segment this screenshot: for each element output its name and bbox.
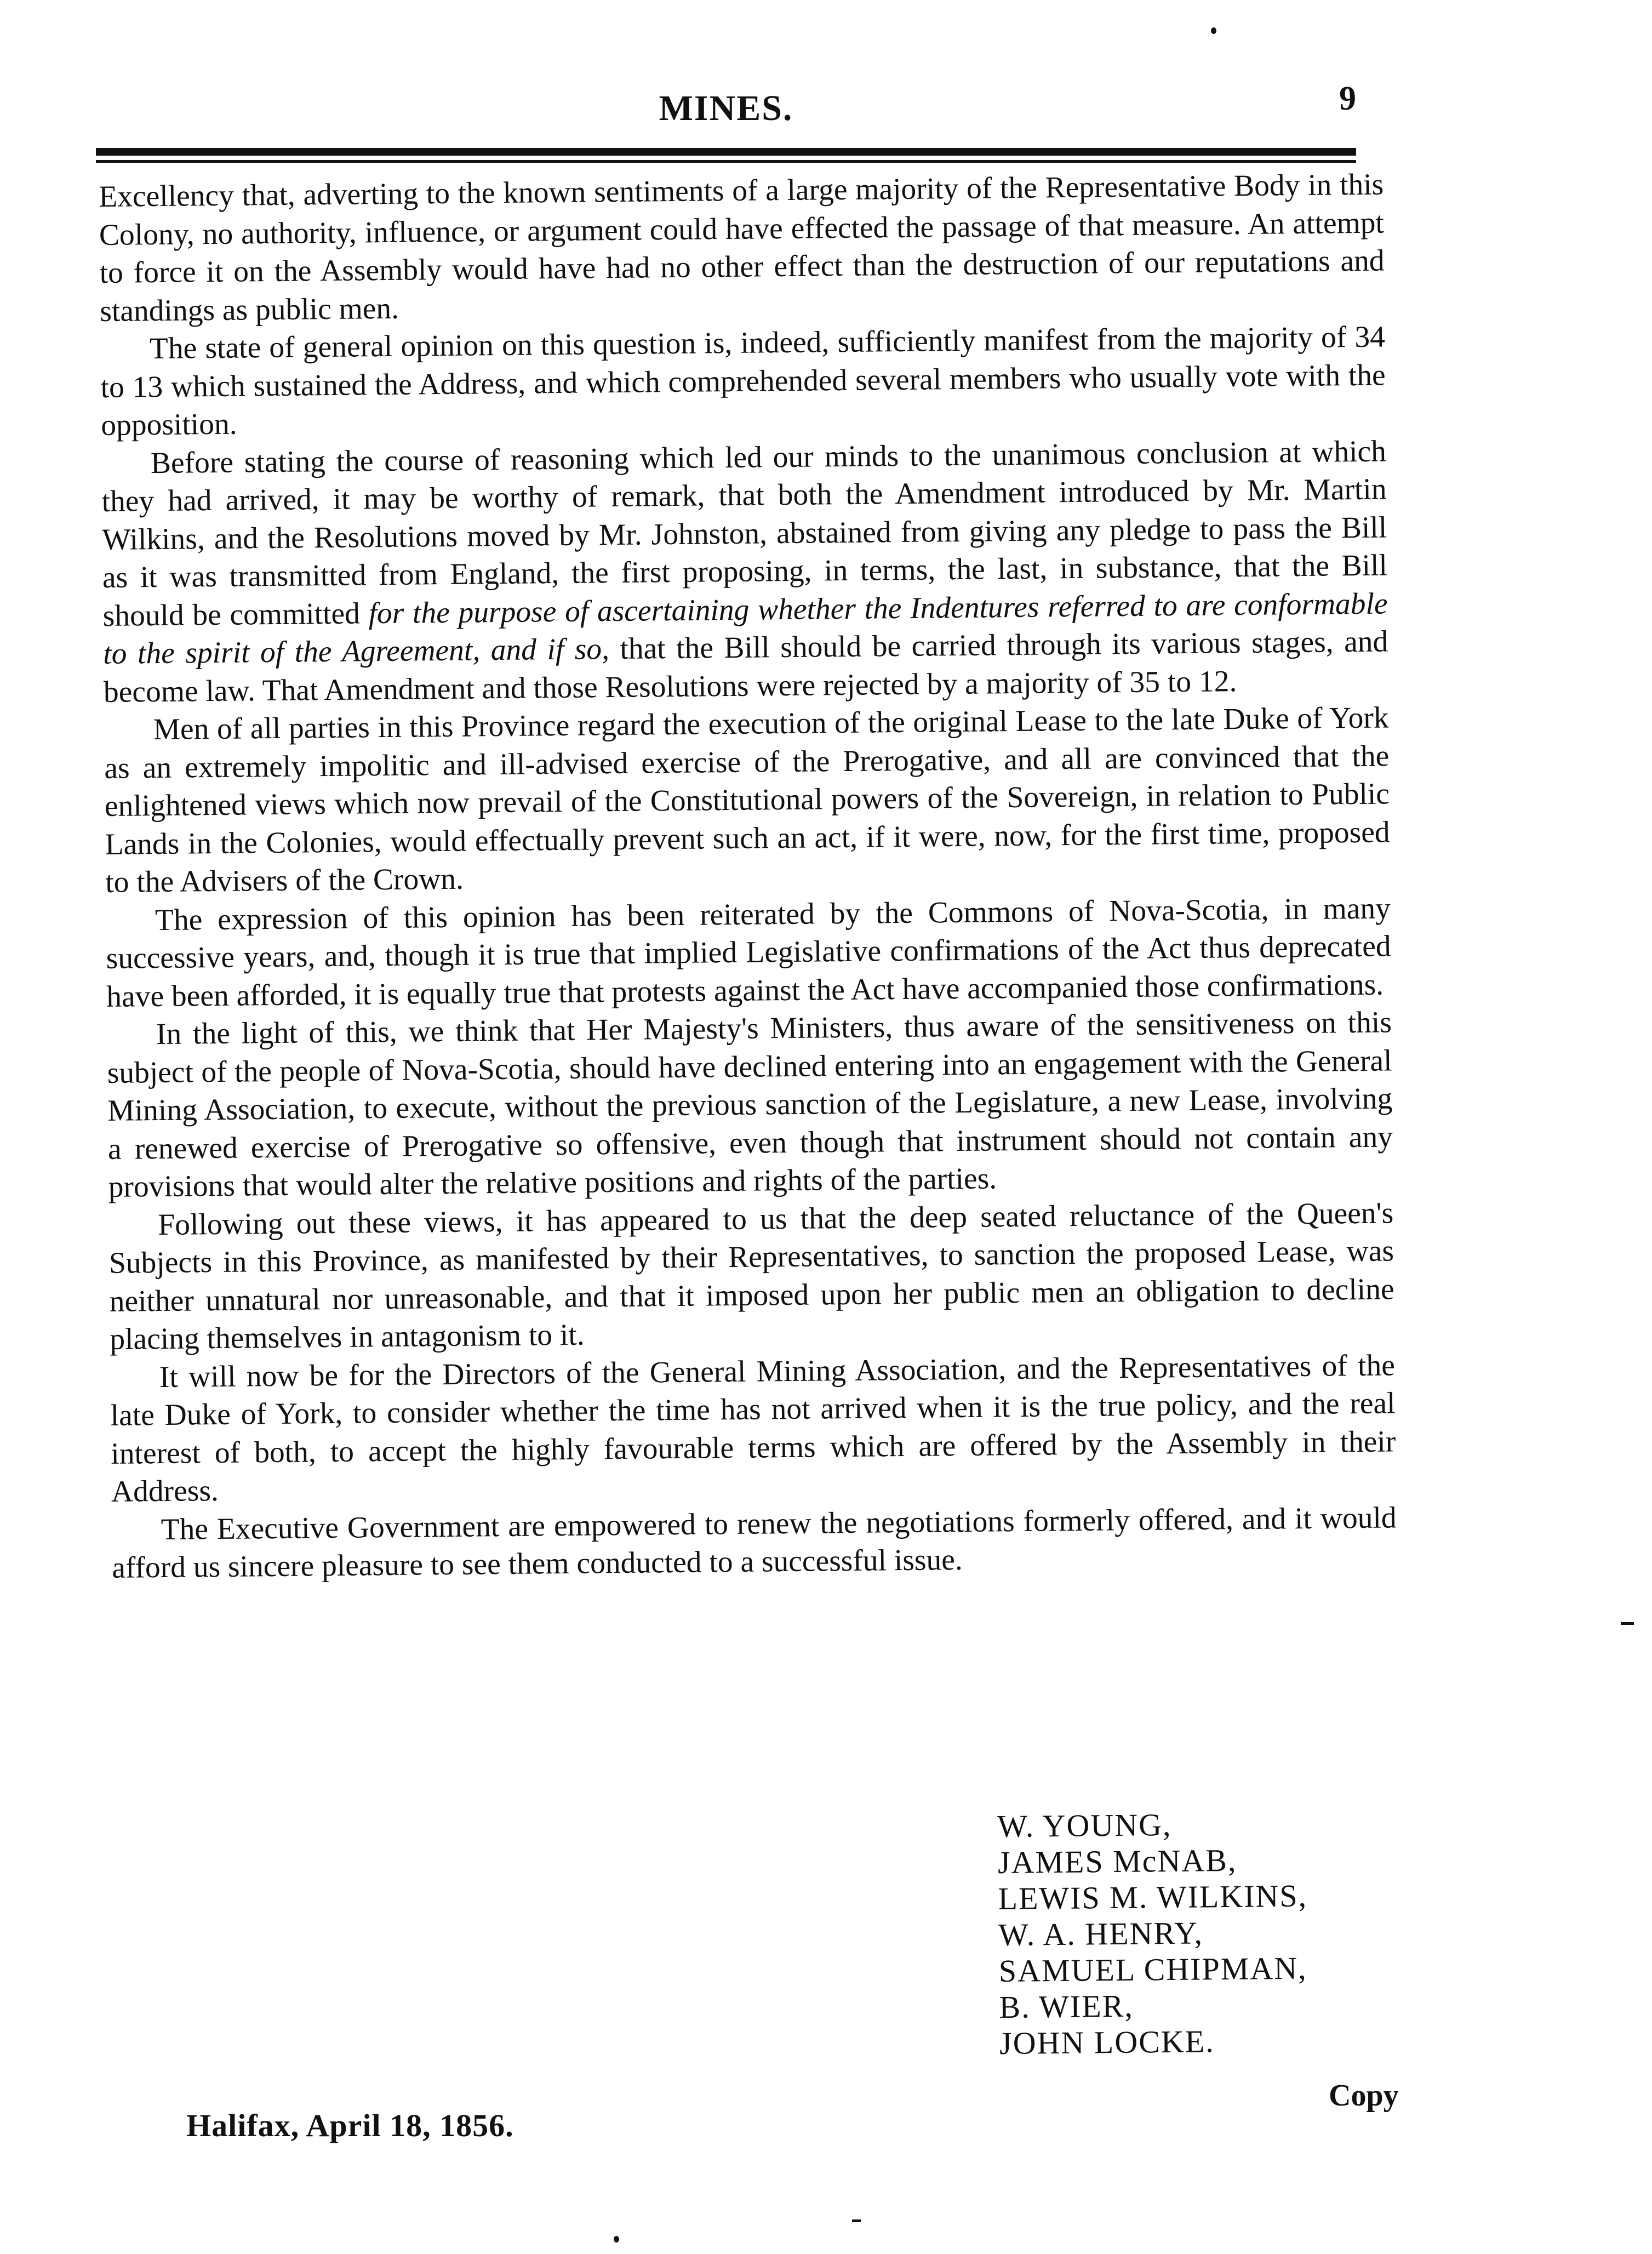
paragraph-1: Excellency that, adverting to the known sentiments of a large majority of the Representative Body in this Colony, no authority, influence, or argument could have effected the passage of that measure. An attempt to force it on the Assembly would have had no other effect than the destruction of our reputations and standings as public men. xyxy=(99,168,1385,328)
copy-label: Copy xyxy=(1329,2079,1399,2113)
paragraph-9: The Executive Government are empowered to renew the negotiations formerly offered, and it would afford us sincere pleasure to see them conducted to a successful issue. xyxy=(112,1500,1397,1585)
signatory-name: JAMES McNAB, xyxy=(997,1842,1237,1880)
page-header xyxy=(96,77,1356,148)
speck-mark xyxy=(852,2219,861,2222)
speck-mark xyxy=(1211,27,1216,34)
signatories-block xyxy=(997,1804,1438,2062)
paragraph-2: The state of general opinion on this question is, indeed, sufficiently manifest from the majority of 34 to 13 which sustained the Address, and which comprehended several members who usually vote with the opposition. xyxy=(100,320,1386,442)
paragraph-8: It will now be for the Directors of the General Mining Association, and the Representatives of the late Duke of York, to consider whether the time has not arrived when it is the true policy, and the real interest of both, to accept the highly favourable terms which are offered by the Assembly in their Address. xyxy=(110,1348,1396,1509)
signatory-name: JOHN LOCKE. xyxy=(999,2023,1215,2061)
paragraph-5: The expression of this opinion has been reiterated by the Commons of Nova-Scotia, in many successive years, and, though it is true that implied Legislative confirmations of the Act thus deprecated have been afforded, it is equally true that protests against the Act have accompanied those confirmations. xyxy=(106,891,1391,1014)
paragraph-7: Following out these views, it has appeared to us that the deep seated reluctance of the Queen's Subjects in this Province, as manifested by their Representatives, to sanction the proposed Lease, was neither unnatural nor unreasonable, and that it imposed upon her public men an obligation to decline placing themselves in antagonism to it. xyxy=(108,1196,1394,1356)
signatory-name: SAMUEL CHIPMAN, xyxy=(998,1950,1307,1989)
paragraph-3-text-a: Before stating the course of reasoning which led our minds to the unanimous conclusion at which they had arrived, it may be worthy of remark, that both the Amendment introduced by Mr. Martin Wilkins, and the Resolutions moved by Mr. Johnston, abstained from giving any pledge to pass the Bill as it was transmitted from England, the first proposing, in terms, the last, in substance, that the Bill should be committed xyxy=(101,434,1388,633)
signatory-name: B. WIER, xyxy=(999,1988,1134,2025)
speck-mark xyxy=(1621,1622,1634,1625)
running-title: MINES. xyxy=(659,88,793,128)
paragraph-6: In the light of this, we think that Her Majesty's Ministers, thus aware of the sensitiveness on this subject of the people of Nova-Scotia, should have declined entering into an engagement with the General Mining Association, to execute, without the previous sanction of the Legislature, a new Lease, involving a renewed exercise of Prerogative so offensive, even though that instrument should not contain any provisions that would alter the relative positions and rights of the parties. xyxy=(107,1006,1393,1204)
dateline: Halifax, April 18, 1856. xyxy=(186,2108,514,2143)
paragraph-3 xyxy=(101,432,1389,711)
paragraph-3-text-b: that the Bill should be carried through its various stages, and become law. That Amendment and those Resolutions were rejected by a majority of 35 to 12. xyxy=(103,625,1388,709)
speck-mark xyxy=(614,2236,619,2242)
signatory-name: LEWIS M. WILKINS, xyxy=(998,1878,1308,1916)
body-text xyxy=(99,166,1397,1587)
page-number: 9 xyxy=(1339,80,1356,117)
paragraph-4: Men of all parties in this Province regard the execution of the original Lease to the late Duke of York as an extremely impolitic and ill-advised exercise of the Prerogative, and all are convinced that the enlightened views which now prevail of the Constitutional powers of the Sovereign, in relation to Public Lands in the Colonies, would effectually prevent such an act, if it were, now, for the first time, proposed to the Advisers of the Crown. xyxy=(104,701,1390,899)
header-rule-thick xyxy=(96,148,1356,156)
paragraph-3-italic: for the purpose of ascertaining whether the Indentures referred to are conformable to the spirit of the Agreement, and if so, xyxy=(103,586,1388,671)
signatory-name: W. YOUNG, xyxy=(997,1806,1172,1844)
header-rule-thin xyxy=(96,160,1356,163)
signatory-name: W. A. HENRY, xyxy=(998,1915,1204,1953)
